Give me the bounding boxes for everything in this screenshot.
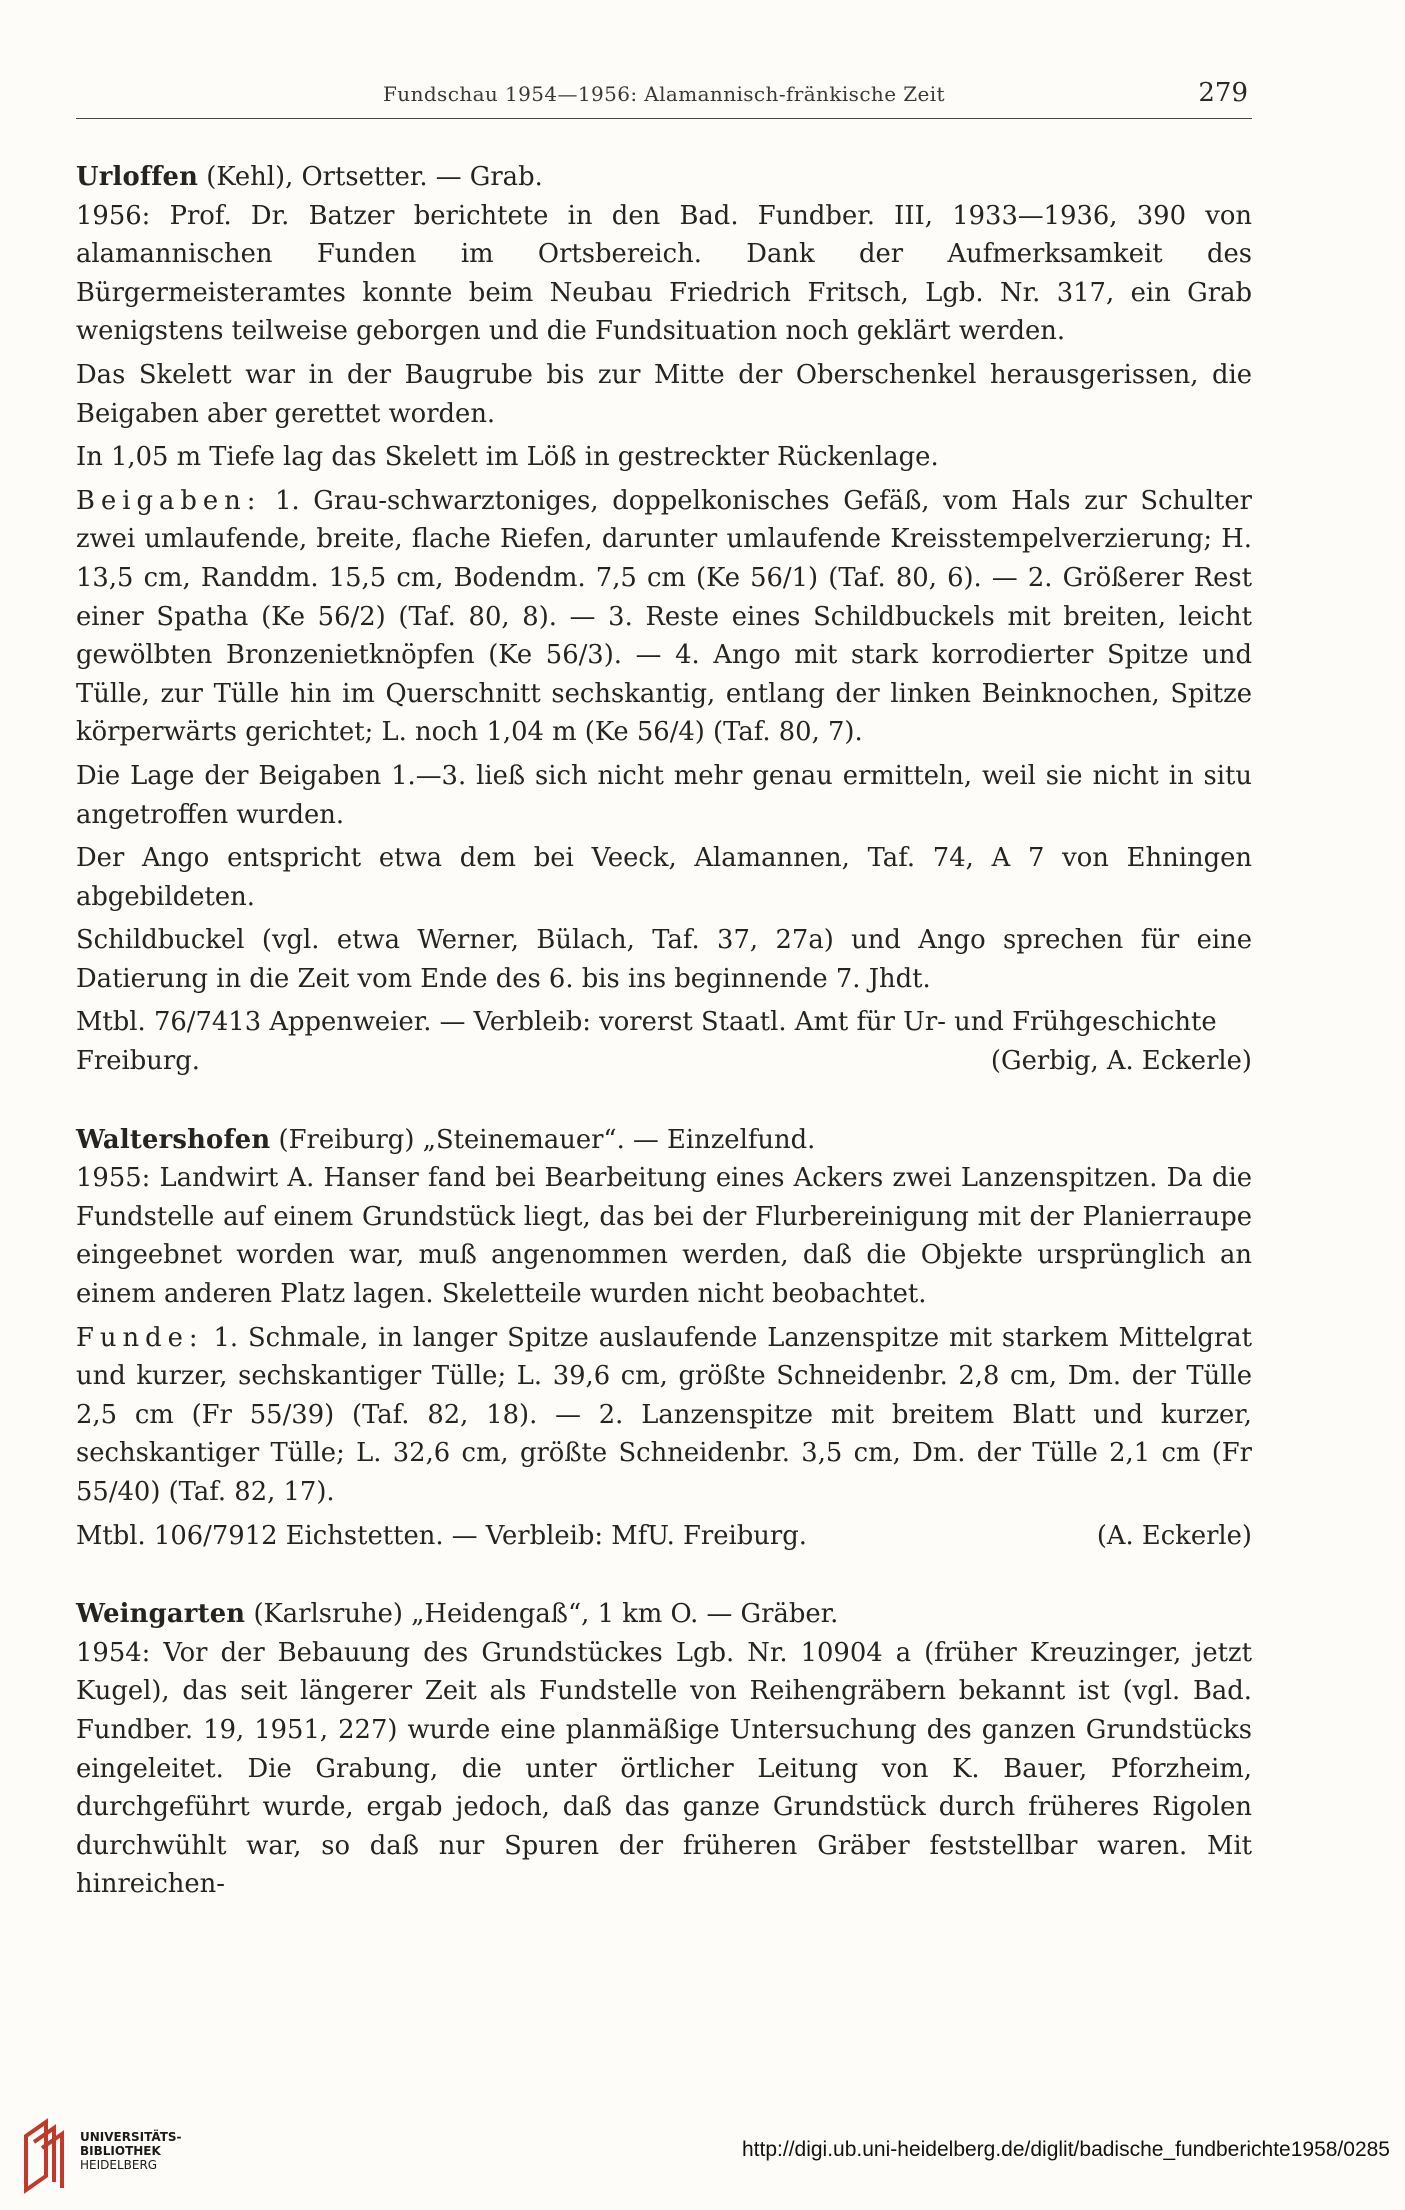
running-head: Fundschau 1954—1956: Alamannisch-fränkische Zeit <box>383 82 945 106</box>
author-row <box>76 1042 1252 1081</box>
paragraph: Der Ango entspricht etwa dem bei Veeck, Alamannen, Taf. 74, A 7 von Ehningen abgebildeten. <box>76 843 1252 912</box>
paragraph: Das Skelett war in der Baugrube bis zur Mitte der Oberschenkel herausgerissen, die Beigaben aber gerettet worden. <box>76 359 1252 429</box>
page-header <box>76 78 1252 119</box>
entry-heading-weingarten <box>76 1595 1252 1634</box>
finds-text: 1. Grau-schwarztoniges, doppelkonisches Gefäß, vom Hals zur Schulter zwei umlaufende, breite, flache Riefen, darunter umlaufende Kreisstempelverzierung; H. 13,5 cm, Randdm. 15,5 cm, Bodendm. 7,5 cm (Ke 56/1) (Taf. 80, 6). — 2. Größerer Rest einer Spatha (Ke 56/2) (Taf. 80, 8). — 3. Reste eines Schildbuckels mit breiten, leicht gewölbten Bronzenietknöpfen (Ke 56/3). — 4. Ango mit stark korrodierter Spitze und Tülle, zur Tülle hin im Querschnitt sechskantig, entlang der linken Beinknochen, Spitze körperwärts gerichtet; L. noch 1,04 m (Ke 56/4) (Taf. 80, 7). <box>76 485 1252 748</box>
map-sheet-line: Mtbl. 76/7413 Appenweier. — Verbleib: vorerst Staatl. Amt für Ur- und Frühgeschichte <box>76 1007 1217 1038</box>
finds-label: Beigaben: <box>76 485 262 516</box>
entry-heading-rest: (Kehl), Ortsetter. — Grab. <box>198 162 543 192</box>
paragraph: 1955: Landwirt A. Hanser fand bei Bearbeitung eines Ackers zwei Lanzenspitzen. Da die Fundstelle auf einem Grundstück liegt, das bei der Flurbereinigung mit der Planierraupe eingeebnet worden war, muß angenommen werden, daß die Objekte ursprünglich an einem anderen Platz lagen. Skeletteile wurden nicht beobachtet. <box>76 1163 1252 1310</box>
author-credit: (Gerbig, A. Eckerle) <box>990 1046 1252 1077</box>
paragraph: Die Lage der Beigaben 1.—3. ließ sich nicht mehr genau ermitteln, weil sie nicht in situ angetroffen wurden. <box>76 760 1252 830</box>
paragraph: 1954: Vor der Bebauung des Grundstückes Lgb. Nr. 10904 a (früher Kreuzinger, jetzt Kugel), das seit längerer Zeit als Fundstelle von Reihengräbern bekannt ist (vgl. Bad. Fundber. 19, 1951, 227) wurde eine planmäßige Untersuchung des ganzen Grundstücks eingeleitet. Die Grabung, die unter örtlicher Leitung von K. Bauer, Pforzheim, durchgeführt wurde, ergab jedoch, daß das ganze Grundstück durch früheres Rigolen durchwühlt war, so daß nur Spuren der früheren Gräber feststellbar waren. Mit hinreichen- <box>76 1637 1252 1900</box>
finds-paragraph <box>76 1319 1252 1512</box>
finds-text: 1. Schmale, in langer Spitze auslaufende Lanzenspitze mit starkem Mittelgrat und kurzer, sechskantiger Tülle; L. 39,6 cm, größte Schneidenbr. 2,8 cm, Dm. der Tülle 2,5 cm (Fr 55/39) (Taf. 82, 18). — 2. Lanzenspitze mit breitem Blatt und kurzer, sechskantiger Tülle; L. 32,6 cm, größte Schneidenbr. 3,5 cm, Dm. der Tülle 2,1 cm (Fr 55/40) (Taf. 82, 17). <box>76 1322 1252 1507</box>
map-sheet-line: Mtbl. 106/7912 Eichstetten. — Verbleib: MfU. Freiburg. <box>76 1520 807 1551</box>
paragraph: 1956: Prof. Dr. Batzer berichtete in den Bad. Fundber. III, 1933—1936, 390 von alamannischen Funden im Ortsbereich. Dank der Aufmerksamkeit des Bürgermeisteramtes konnte beim Neubau Friedrich Fritsch, Lgb. Nr. 317, ein Grab wenigstens teilweise geborgen und die Fundsituation noch geklärt werden. <box>76 200 1252 347</box>
place-name: Weingarten <box>76 1599 246 1630</box>
library-logo-text <box>80 2130 182 2172</box>
author-credit: (A. Eckerle) <box>1096 1520 1252 1551</box>
paragraph: In 1,05 m Tiefe lag das Skelett im Löß in gestreckter Rückenlage. <box>76 442 939 473</box>
page-number: 279 <box>1198 78 1248 108</box>
finds-label: Funde: <box>76 1322 204 1353</box>
place-name: Waltershofen <box>76 1124 271 1155</box>
place-name: Urloffen <box>76 162 199 192</box>
entry-heading-rest: (Freiburg) „Steinemauer“. — Einzelfund. <box>270 1124 816 1155</box>
library-logo-icon <box>20 2116 70 2196</box>
logo-line: UNIVERSITÄTS- <box>80 2130 182 2144</box>
entry-heading-urloffen <box>76 158 1252 197</box>
logo-line: HEIDELBERG <box>80 2158 158 2172</box>
map-sheet-line-end: Freiburg. <box>76 1046 200 1077</box>
finds-paragraph <box>76 482 1252 752</box>
author-row <box>76 1517 1252 1556</box>
entry-heading-rest: (Karlsruhe) „Heidengaß“, 1 km O. — Gräber. <box>245 1599 839 1630</box>
paragraph: Schildbuckel (vgl. etwa Werner, Bülach, Taf. 37, 27a) und Ango sprechen für eine Datierung in die Zeit vom Ende des 6. bis ins beginnende 7. Jhdt. <box>76 925 1252 994</box>
entry-heading-waltershofen <box>76 1121 1252 1160</box>
logo-line: BIBLIOTHEK <box>80 2144 161 2158</box>
page-footer <box>0 2100 1405 2210</box>
main-text <box>76 158 1252 1904</box>
source-url-link[interactable]: http://digi.ub.uni-heidelberg.de/diglit/badische_fundberichte1958/0285 <box>742 2138 1390 2161</box>
